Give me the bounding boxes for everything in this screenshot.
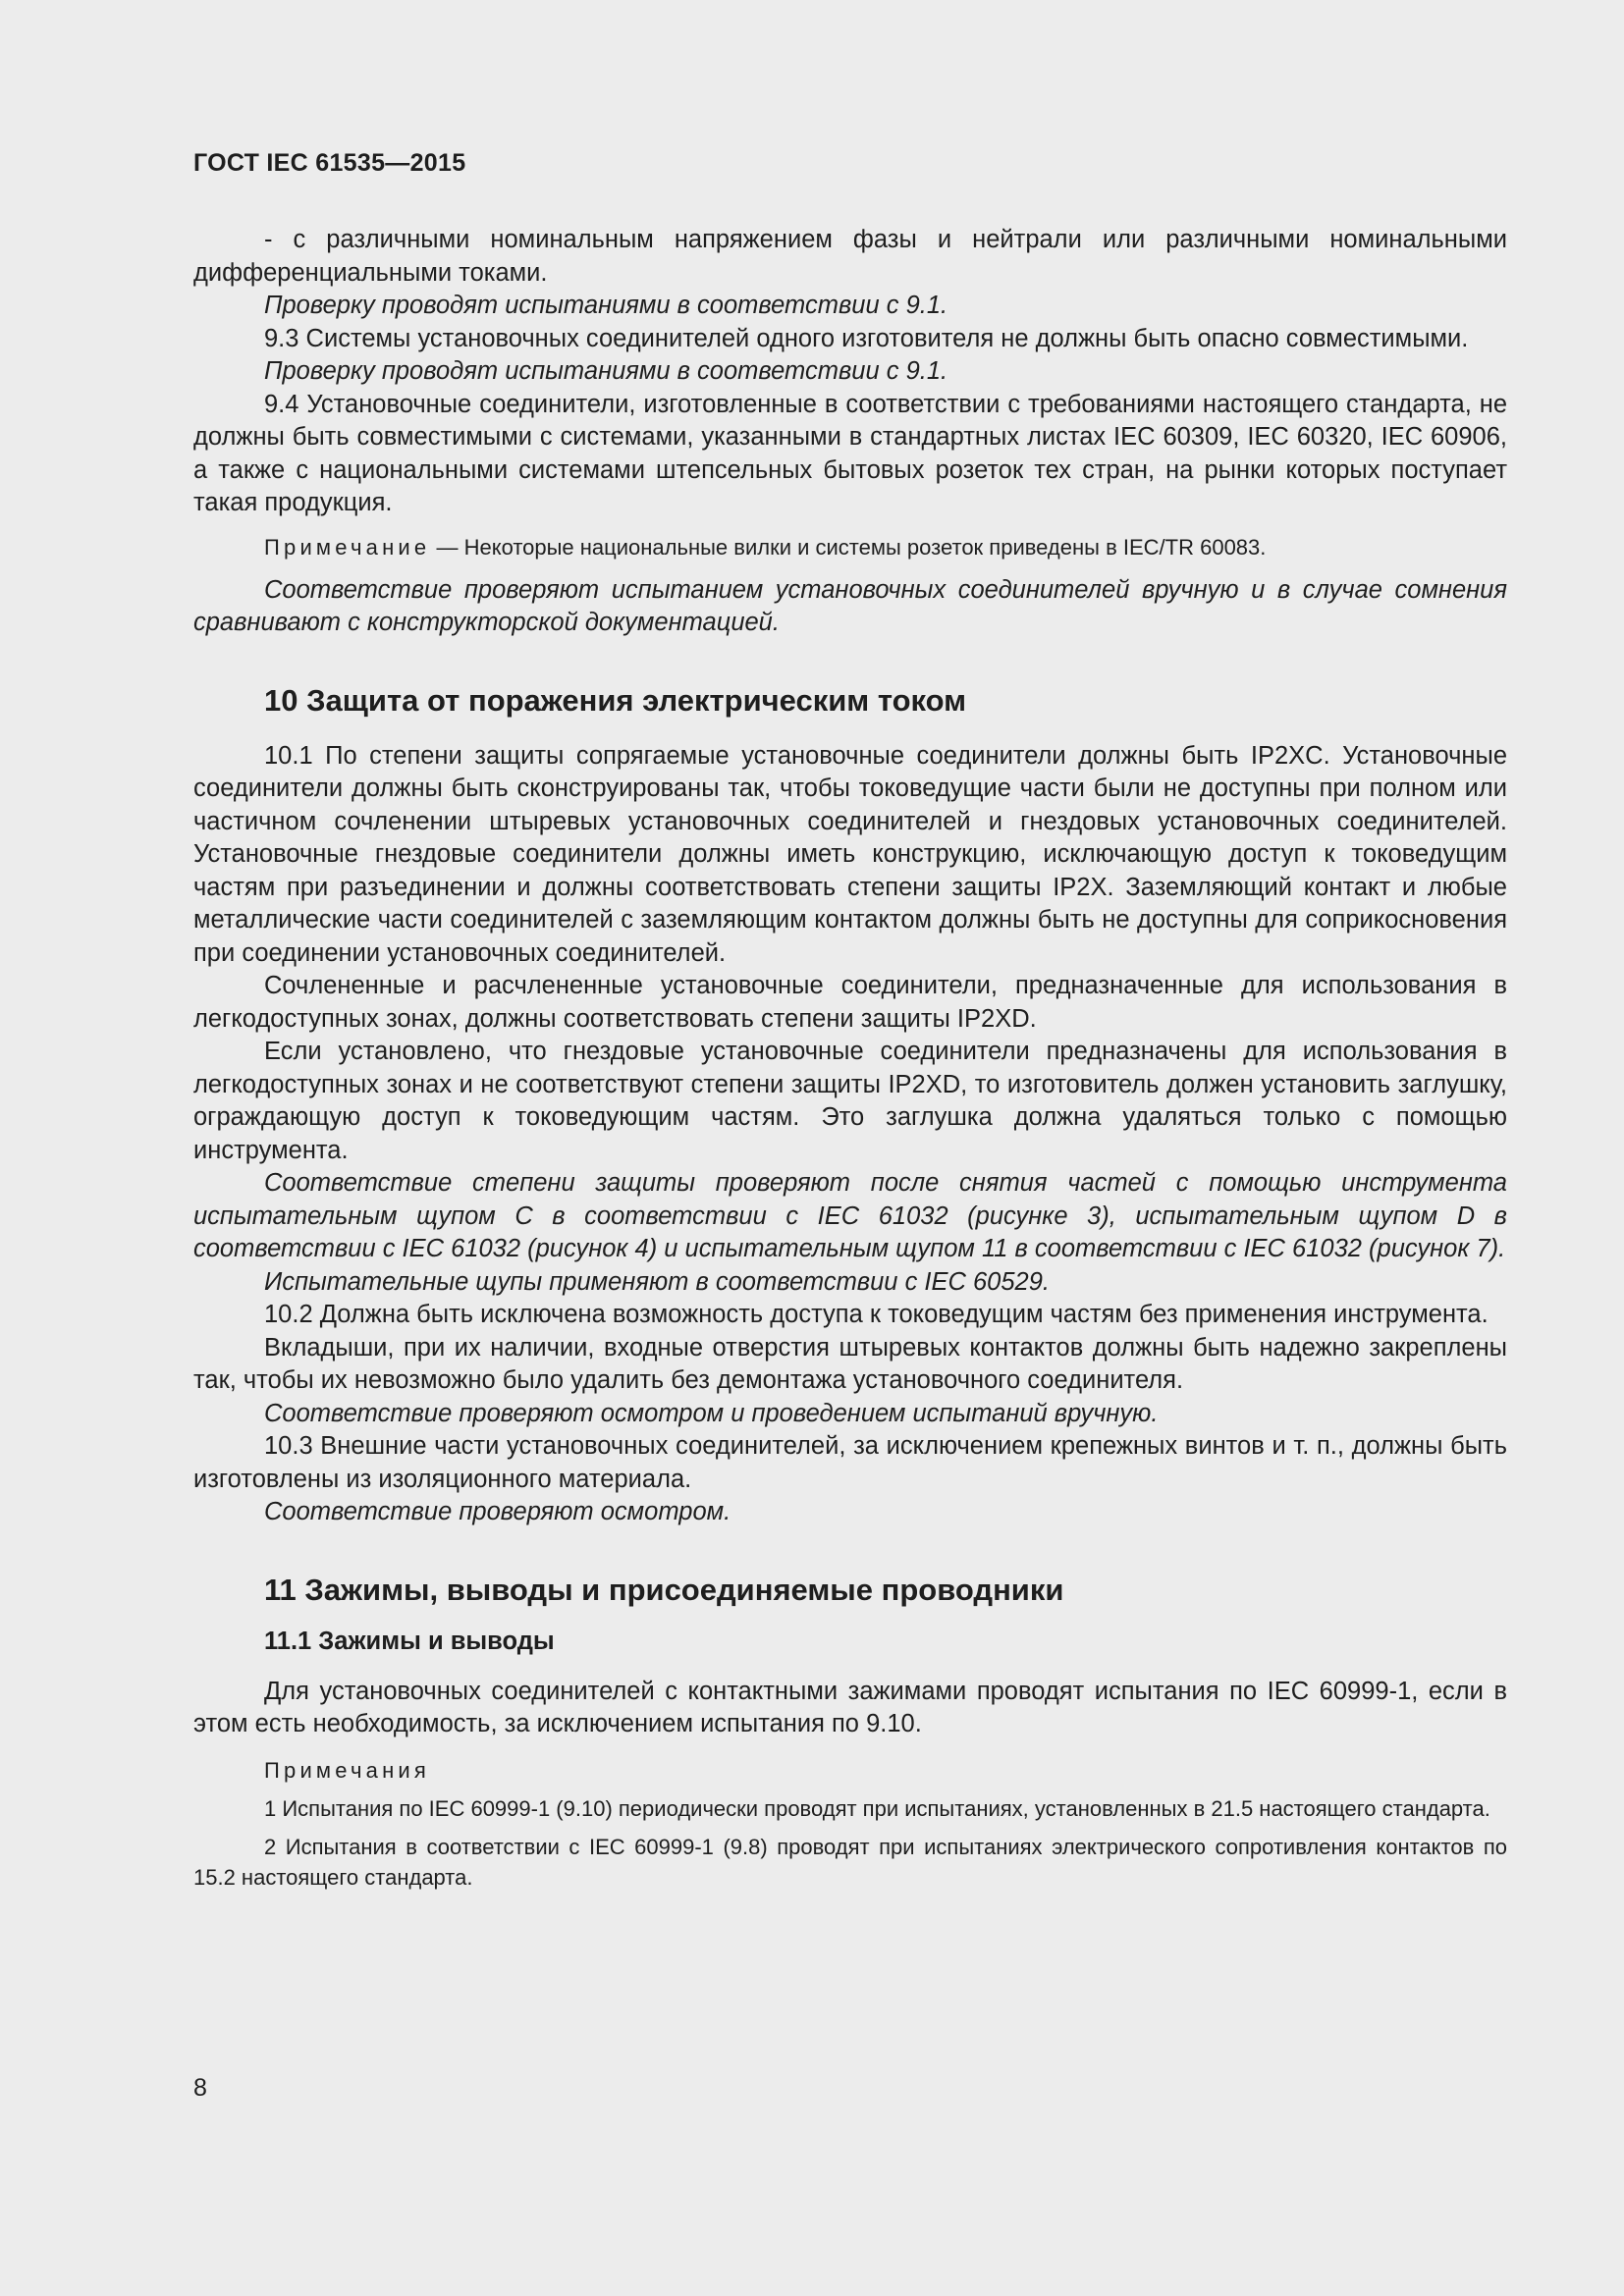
- paragraph-italic: Соответствие проверяют осмотром и проведением испытаний вручную.: [264, 1399, 1159, 1427]
- paragraph-italic: Испытательные щупы применяют в соответствии с IEC 60529.: [264, 1267, 1050, 1296]
- paragraph: 10.1 По степени защиты сопрягаемые установочные соединители должны быть IP2XC. Установочные соединители должны быть сконструированы так, чтобы токоведущие части были не доступны при полном или частичном сочленении штыревых установочных соединителей и гнездовых установочных соединителей. Установочные гнездовые соединители должны иметь конструкцию, исключающую доступ к токоведущим частям при разъединении и должны соответствовать степени защиты IP2X. Заземляющий контакт и любые металлические части соединителей с заземляющим контактом должны быть не доступны для соприкосновения при соединении установочных соединителей.: [193, 741, 1507, 967]
- paragraph-italic: Соответствие проверяют осмотром.: [264, 1498, 731, 1525]
- paragraph: - с различными номинальным напряжением фазы и нейтрали или различными номинальными дифференциальными токами.: [193, 226, 1507, 287]
- paragraph-italic: Проверку проводят испытаниями в соответствии с 9.1.: [264, 357, 948, 385]
- document-header: ГОСТ IEC 61535—2015: [193, 149, 466, 177]
- section-heading: 11 Зажимы, выводы и присоединяемые проводники: [264, 1572, 1064, 1607]
- paragraph-italic: Соответствие степени защиты проверяют после снятия частей с помощью инструмента испытательным щупом C в соответствии с IEC 61032 (рисунке 3), испытательным щупом D в соответствии с IEC 61032 (рисунок 4) и испытательным щупом 11 в соответствии с IEC 61032 (рисунок 7).: [193, 1169, 1507, 1262]
- note-item: 1 Испытания по IEC 60999-1 (9.10) периодически проводят при испытаниях, установленных в 21.5 настоящего стандарта.: [264, 1795, 1490, 1821]
- note-item: 2 Испытания в соответствии с IEC 60999-1 (9.8) проводят при испытаниях электрического сопротивления контактов по 15.2 настоящего стандарта.: [193, 1834, 1507, 1890]
- paragraph: 9.3 Системы установочных соединителей одного изготовителя не должны быть опасно совместимыми.: [264, 324, 1469, 352]
- paragraph: Сочлененные и расчлененные установочные соединители, предназначенные для использования в легкодоступных зонах, должны соответствовать степени защиты IP2XD.: [193, 972, 1507, 1033]
- note: [193, 532, 1507, 562]
- document-body: [193, 224, 1507, 1893]
- paragraph: Вкладыши, при их наличии, входные отверстия штыревых контактов должны быть надежно закреплены так, чтобы их невозможно было удалить без демонтажа установочного соединителя.: [193, 1333, 1507, 1394]
- section-heading: 10 Защита от поражения электрическим током: [264, 682, 967, 718]
- note-paragraph: [193, 532, 1507, 562]
- paragraph: 10.3 Внешние части установочных соединителей, за исключением крепежных винтов и т. п., должны быть изготовлены из изоляционного материала.: [193, 1432, 1507, 1493]
- subsection-heading: 11.1 Зажимы и выводы: [264, 1627, 555, 1655]
- note-text: — Некоторые национальные вилки и системы розеток приведены в IEC/TR 60083.: [430, 534, 1267, 560]
- paragraph: Если установлено, что гнездовые установочные соединители предназначены для использования в легкодоступных зонах и не соответствуют степени защиты IP2XD, то изготовитель должен установить заглушку, ограждающую доступ к токоведующим частям. Это заглушка должна удаляться только с помощью инструмента.: [193, 1038, 1507, 1164]
- page-number: 8: [193, 2074, 207, 2102]
- paragraph-italic: Соответствие проверяют испытанием установочных соединителей вручную и в случае сомнения сравнивают с конструкторской документацией.: [193, 575, 1507, 636]
- paragraph: Для установочных соединителей с контактными зажимами проводят испытания по IEC 60999-1, если в этом есть необходимость, за исключением испытания по 9.10.: [193, 1677, 1507, 1737]
- note-label: Примечание: [264, 534, 431, 560]
- paragraph-italic: Проверку проводят испытаниями в соответствии с 9.1.: [264, 292, 948, 319]
- paragraph: 10.2 Должна быть исключена возможность доступа к токоведущим частям без применения инструмента.: [264, 1301, 1489, 1328]
- paragraph: 9.4 Установочные соединители, изготовленные в соответствии с требованиями настоящего стандарта, не должны быть совместимыми с системами, указанными в стандартных листах IEC 60309, IEC 60320, IEC 60906, а также с национальными системами штепсельных бытовых розеток тех стран, на рынки которых поступает такая продукция.: [193, 390, 1507, 516]
- notes-label: Примечания: [264, 1757, 431, 1783]
